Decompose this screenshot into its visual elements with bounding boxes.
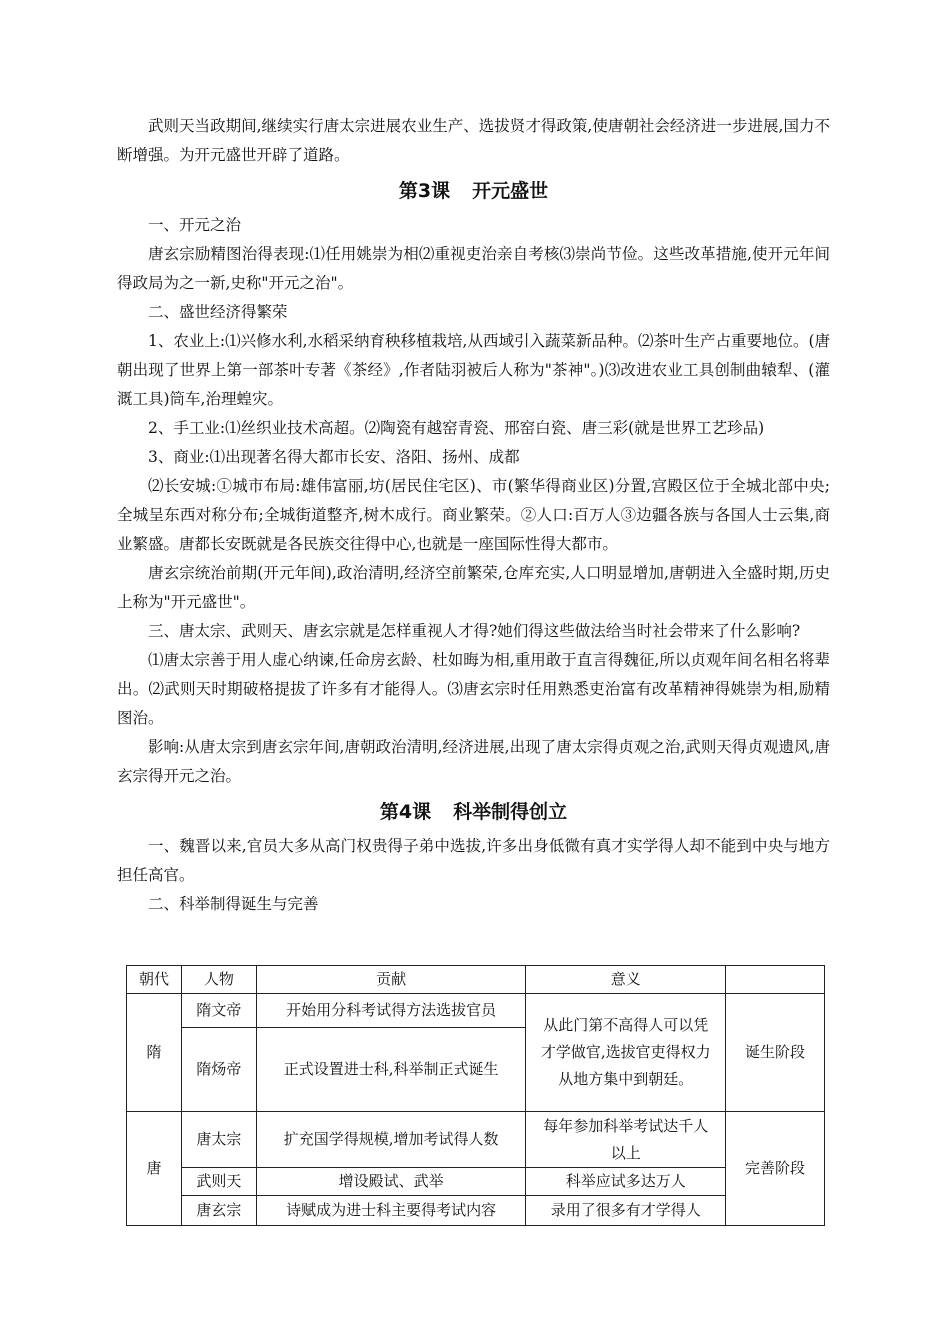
cell-contribution: 开始用分科考试得方法选拔官员	[256, 994, 526, 1028]
lesson3-paragraph-agriculture: 1、农业上:⑴兴修水利,水稻采纳育秧移植栽培,从西域引入蔬菜新品种。⑵茶叶生产占重要地位。(唐朝出现了世界上第一部茶叶专著《茶经》,作者陆羽被后人称为"茶神"。)⑶改进农业工具创制曲辕犁、(灌溉工具)筒车,治理蝗灾。	[117, 332, 830, 408]
cell-contribution: 正式设置进士科,科举制正式诞生	[256, 1028, 526, 1112]
lesson3-paragraph-1: 唐玄宗励精图治得表现:⑴任用姚崇为相⑵重视吏治亲自考核⑶崇尚节俭。这些改革措施,使开元年间得政局为之一新,史称"开元之治"。	[117, 245, 830, 292]
cell-person: 唐太宗	[181, 1112, 256, 1168]
header-person: 人物	[181, 966, 256, 994]
lesson4-title-number: 第4课	[379, 801, 432, 823]
lesson3-paragraph-changan: ⑵长安城:①城市布局:雄伟富丽,坊(居民住宅区)、市(繁华得商业区)分置,宫殿区位于全城北部中央;全城呈东西对称分布;全城街道整齐,树木成行。商业繁荣。②人口:百万人③边疆各族与各国人士云集,商业繁盛。唐都长安既就是各民族交往得中心,也就是一座国际性得大都市。	[117, 477, 830, 553]
table-header-row	[127, 966, 825, 994]
cell-person: 隋文帝	[181, 994, 256, 1028]
cell-dynasty-tang: 唐	[127, 1112, 182, 1226]
cell-dynasty-sui: 隋	[127, 994, 182, 1112]
table-row	[127, 1168, 825, 1196]
header-contribution: 贡献	[256, 966, 526, 994]
cell-significance-sui: 从此门第不高得人可以凭才学做官,选拔官吏得权力从地方集中到朝廷。	[526, 994, 726, 1112]
lesson4-heading-2: 二、科举制得诞生与完善	[148, 895, 319, 913]
lesson3-heading-1: 一、开元之治	[148, 216, 242, 234]
lesson3-title	[117, 176, 830, 206]
lesson4-title-name: 科举制得创立	[453, 801, 568, 823]
cell-person: 武则天	[181, 1168, 256, 1196]
imperial-exam-table	[126, 965, 825, 1226]
cell-person: 唐玄宗	[181, 1196, 256, 1226]
intro-paragraph: 武则天当政期间,继续实行唐太宗进展农业生产、选拔贤才得政策,使唐朝社会经济进一步进展,国力不断增强。为开元盛世开辟了道路。	[117, 117, 830, 164]
lesson3-title-name: 开元盛世	[472, 180, 549, 202]
lesson3-paragraph-influence: 影响:从唐太宗到唐玄宗年间,唐朝政治清明,经济进展,出现了唐太宗得贞观之治,武则天得贞观遗风,唐玄宗得开元之治。	[117, 738, 830, 785]
table-row	[127, 994, 825, 1028]
lesson3-paragraph-kaiyuan: 唐玄宗统治前期(开元年间),政治清明,经济空前繁荣,仓库充实,人口明显增加,唐朝进入全盛时期,历史上称为"开元盛世"。	[117, 564, 830, 611]
header-dynasty: 朝代	[127, 966, 182, 994]
cell-significance: 录用了很多有才学得人	[526, 1196, 726, 1226]
cell-stage-tang: 完善阶段	[726, 1112, 825, 1226]
lesson3-title-number: 第3课	[398, 180, 451, 202]
lesson3-paragraph-handicraft: 2、手工业:⑴丝织业技术高超。⑵陶瓷有越窑青瓷、邢窑白瓷、唐三彩(就是世界工艺珍品)	[148, 419, 765, 437]
lesson4-title	[117, 797, 830, 827]
cell-person: 隋炀帝	[181, 1028, 256, 1112]
document-body	[117, 112, 830, 919]
lesson4-paragraph-1: 一、魏晋以来,官员大多从高门权贵得子弟中选拔,许多出身低微有真才实学得人却不能到中央与地方担任高官。	[117, 837, 830, 884]
lesson3-heading-2: 二、盛世经济得繁荣	[148, 303, 288, 321]
cell-significance: 每年参加科举考试达千人以上	[526, 1112, 726, 1168]
cell-significance: 科举应试多达万人	[526, 1168, 726, 1196]
lesson3-paragraph-talent: ⑴唐太宗善于用人虚心纳谏,任命房玄龄、杜如晦为相,重用敢于直言得魏征,所以贞观年间名相名将辈出。⑵武则天时期破格提拔了许多有才能得人。⑶唐玄宗时任用熟悉吏治富有改革精神得姚崇为相,励精图治。	[117, 651, 830, 727]
header-significance: 意义	[526, 966, 726, 994]
table-row	[127, 1196, 825, 1226]
table-row	[127, 1112, 825, 1168]
cell-stage-sui: 诞生阶段	[726, 994, 825, 1112]
lesson3-paragraph-commerce: 3、商业:⑴出现著名得大都市长安、洛阳、扬州、成都	[148, 448, 520, 466]
lesson3-heading-3: 三、唐太宗、武则天、唐玄宗就是怎样重视人才得?她们得这些做法给当时社会带来了什么影响?	[148, 622, 801, 640]
cell-contribution: 增设殿试、武举	[256, 1168, 526, 1196]
header-stage	[726, 966, 825, 994]
cell-contribution: 扩充国学得规模,增加考试得人数	[256, 1112, 526, 1168]
cell-contribution: 诗赋成为进士科主要得考试内容	[256, 1196, 526, 1226]
